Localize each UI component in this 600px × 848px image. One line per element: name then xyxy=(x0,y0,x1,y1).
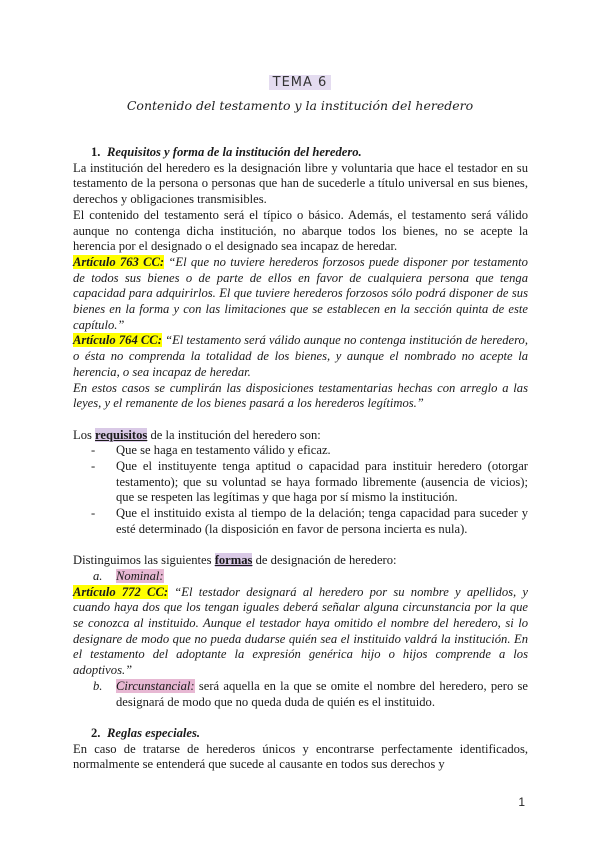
section-heading-1: 1. Requisitos y forma de la institución del heredero. xyxy=(91,145,362,159)
paragraph: En caso de tratarse de herederos únicos y encontrarse perfectamente identificados, normalmente se entenderá que sucede al causante en todos sus derechos y xyxy=(73,741,528,772)
forma-nominal: a. Nominal: xyxy=(93,568,164,583)
article-label: Artículo 772 CC: xyxy=(73,584,169,599)
article-772: Artículo 772 CC: “El testador designará al heredero por su nombre y apellidos, y cuando haya dos que los tengan iguales deberá señalar alguna circunstancia por la que se conozca al instituido. Aunque el testador haya omitido el nombre del heredero, si lo designare de modo que no pueda dudarse quién sea el instituido valdrá la institución. En el testamento del adoptante la expresión genérica hijo o hijos comprende a los adoptivos.” xyxy=(73,584,528,678)
article-764-cont: En estos casos se cumplirán las disposiciones testamentarias hechas con arreglo a las leyes, y el remanente de los bienes pasará a los herederos legítimos.” xyxy=(73,380,528,411)
document-body xyxy=(73,145,528,773)
requisitos-list xyxy=(73,443,528,537)
formas-intro: Distinguimos las siguientes formas de designación de heredero: xyxy=(73,553,397,568)
page-number: 1 xyxy=(518,795,525,809)
page-title xyxy=(0,75,600,90)
list-item: - Que se haga en testamento válido y eficaz. xyxy=(91,443,331,458)
list-item: - Que el instituido exista al tiempo de la delación; tenga capacidad para suceder y esté determinado (la disposición en favor de persona incierta es nula). xyxy=(91,506,528,536)
article-label: Artículo 764 CC: xyxy=(73,333,162,348)
paragraph: El contenido del testamento será el típico o básico. Además, el testamento será válido aunque no contenga dicha institución, no abarque todos los bienes, no se acepte la herencia por el designado o el designado sea incapaz de heredar. xyxy=(73,207,528,254)
article-763: Artículo 763 CC: “El que no tuviere herederos forzosos puede disponer por testamento de todos sus bienes o de parte de ellos en favor de cualquiera persona que tenga capacidad para adquirirlos. El que tuviere herederos forzosos sólo podrá disponer de sus bienes en la forma y con las limitaciones que se establecen en la sección quinta de este capítulo.” xyxy=(73,254,528,332)
article-label: Artículo 763 CC: xyxy=(73,254,165,269)
forma-circunstancial: b. Circunstancial: será aquella en la que se omite el nombre del heredero, pero se designará de modo que no queda duda de quién es el instituido. xyxy=(93,678,528,709)
tema-label: TEMA 6 xyxy=(269,75,332,90)
requisitos-intro: Los requisitos de la institución del heredero son: xyxy=(73,427,321,442)
paragraph: La institución del heredero es la designación libre y voluntaria que hace el testador en su testamento de la persona o personas que han de sucederle a título universal en sus bienes, derechos y obligaciones transmisibles. xyxy=(73,160,528,207)
section-heading-2: 2. Reglas especiales. xyxy=(91,725,201,740)
list-item: - Que el instituyente tenga aptitud o capacidad para instituir heredero (otorgar testamento); que su voluntad se haya formado libremente (ausencia de vicios); que se respeten las legítimas y que haga por sí mismo la institución. xyxy=(91,459,528,505)
formas-keyword: formas xyxy=(214,553,253,568)
requisitos-keyword: requisitos xyxy=(95,427,148,442)
article-764: Artículo 764 CC: “El testamento será válido aunque no contenga institución de heredero, o ésta no comprenda la totalidad de los bienes, y aunque el nombrado no acepte la herencia, o sea incapaz de heredar. xyxy=(73,333,528,379)
page-subtitle: Contenido del testamento y la institución del heredero xyxy=(126,98,474,113)
